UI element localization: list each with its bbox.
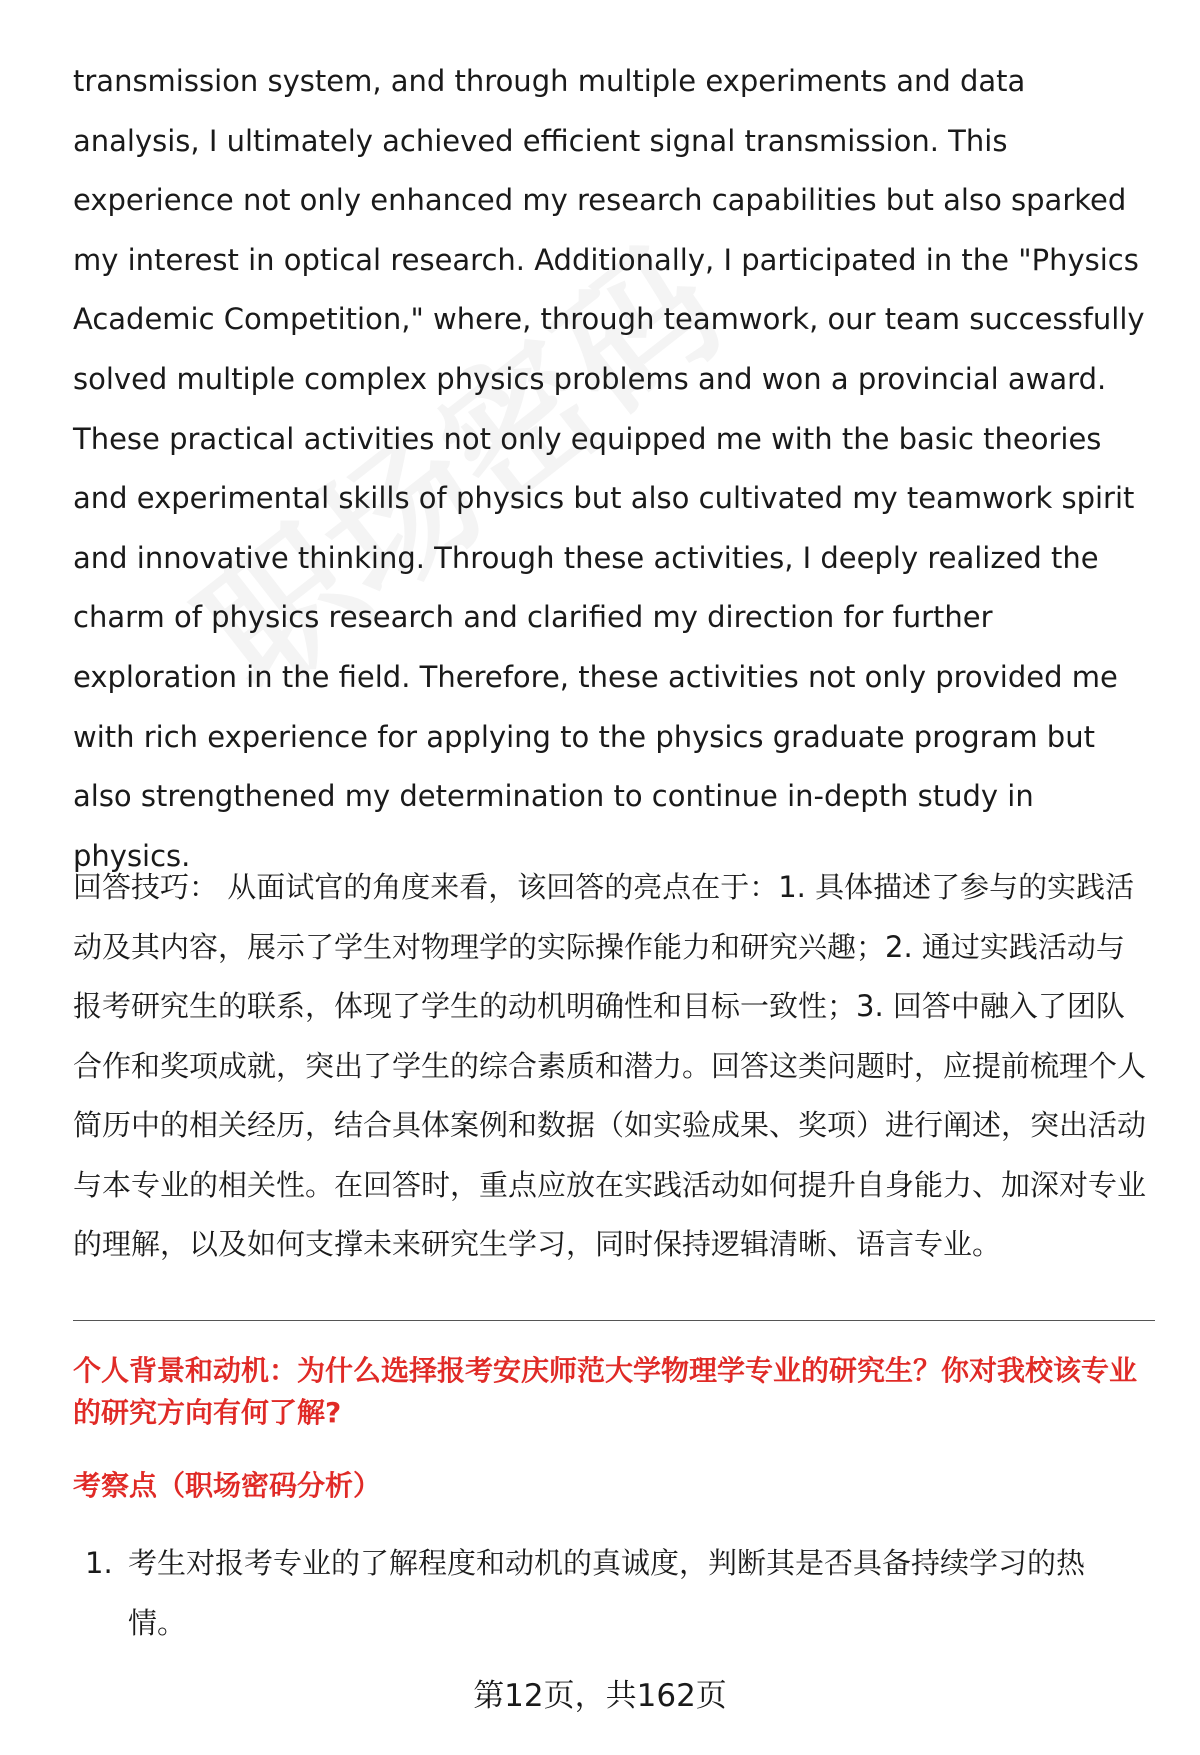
answer-paragraph: transmission system, and through multiple experiments and data analysis, I ultimately achieved efficient signal transmission. This experience not only enhanced my research capabilities but also sparked my interest in optical research. Additionally, I participated in the "Physics Academic Competition," where, through teamwork, our team successfully solved multiple complex physics problems and won a provincial award. These practical activities not only equipped me with the basic theories and experimental skills of physics but also cultivated my teamwork spirit and innovative thinking. Through these activities, I deeply realized the charm of physics research and clarified my direction for further exploration in the field. Therefore, these activities not only provided me with rich experience for applying to the physics graduate program but also strengthened my determination to continue in-depth study in physics.: [73, 64, 1145, 873]
section-divider: [73, 1320, 1155, 1321]
list-item: [85, 1533, 1125, 1653]
list-item-number: 1.: [85, 1546, 113, 1580]
assessment-list: [85, 1533, 1125, 1653]
page-number-footer: 第12页，共162页: [473, 1678, 727, 1714]
interview-question: 个人背景和动机：为什么选择报考安庆师范大学物理学专业的研究生？你对我校该专业的研究方向有何了解?: [73, 1354, 1138, 1429]
assessment-heading: 考察点（职场密码分析）: [73, 1469, 382, 1502]
answer-tips-paragraph: 回答技巧： 从面试官的角度来看，该回答的亮点在于：1. 具体描述了参与的实践活动及其内容，展示了学生对物理学的实际操作能力和研究兴趣；2. 通过实践活动与报考研究生的联系，体现了学生的动机明确性和目标一致性；3. 回答中融入了团队合作和奖项成就，突出了学生的综合素质和潜力。回答这类问题时，应提前梳理个人简历中的相关经历，结合具体案例和数据（如实验成果、奖项）进行阐述，突出活动与本专业的相关性。在回答时，重点应放在实践活动如何提升自身能力、加深对专业的理解，以及如何支撑未来研究生学习，同时保持逻辑清晰、语言专业。: [73, 870, 1147, 1261]
list-item-text: 考生对报考专业的了解程度和动机的真诚度，判断其是否具备持续学习的热情。: [128, 1546, 1086, 1640]
